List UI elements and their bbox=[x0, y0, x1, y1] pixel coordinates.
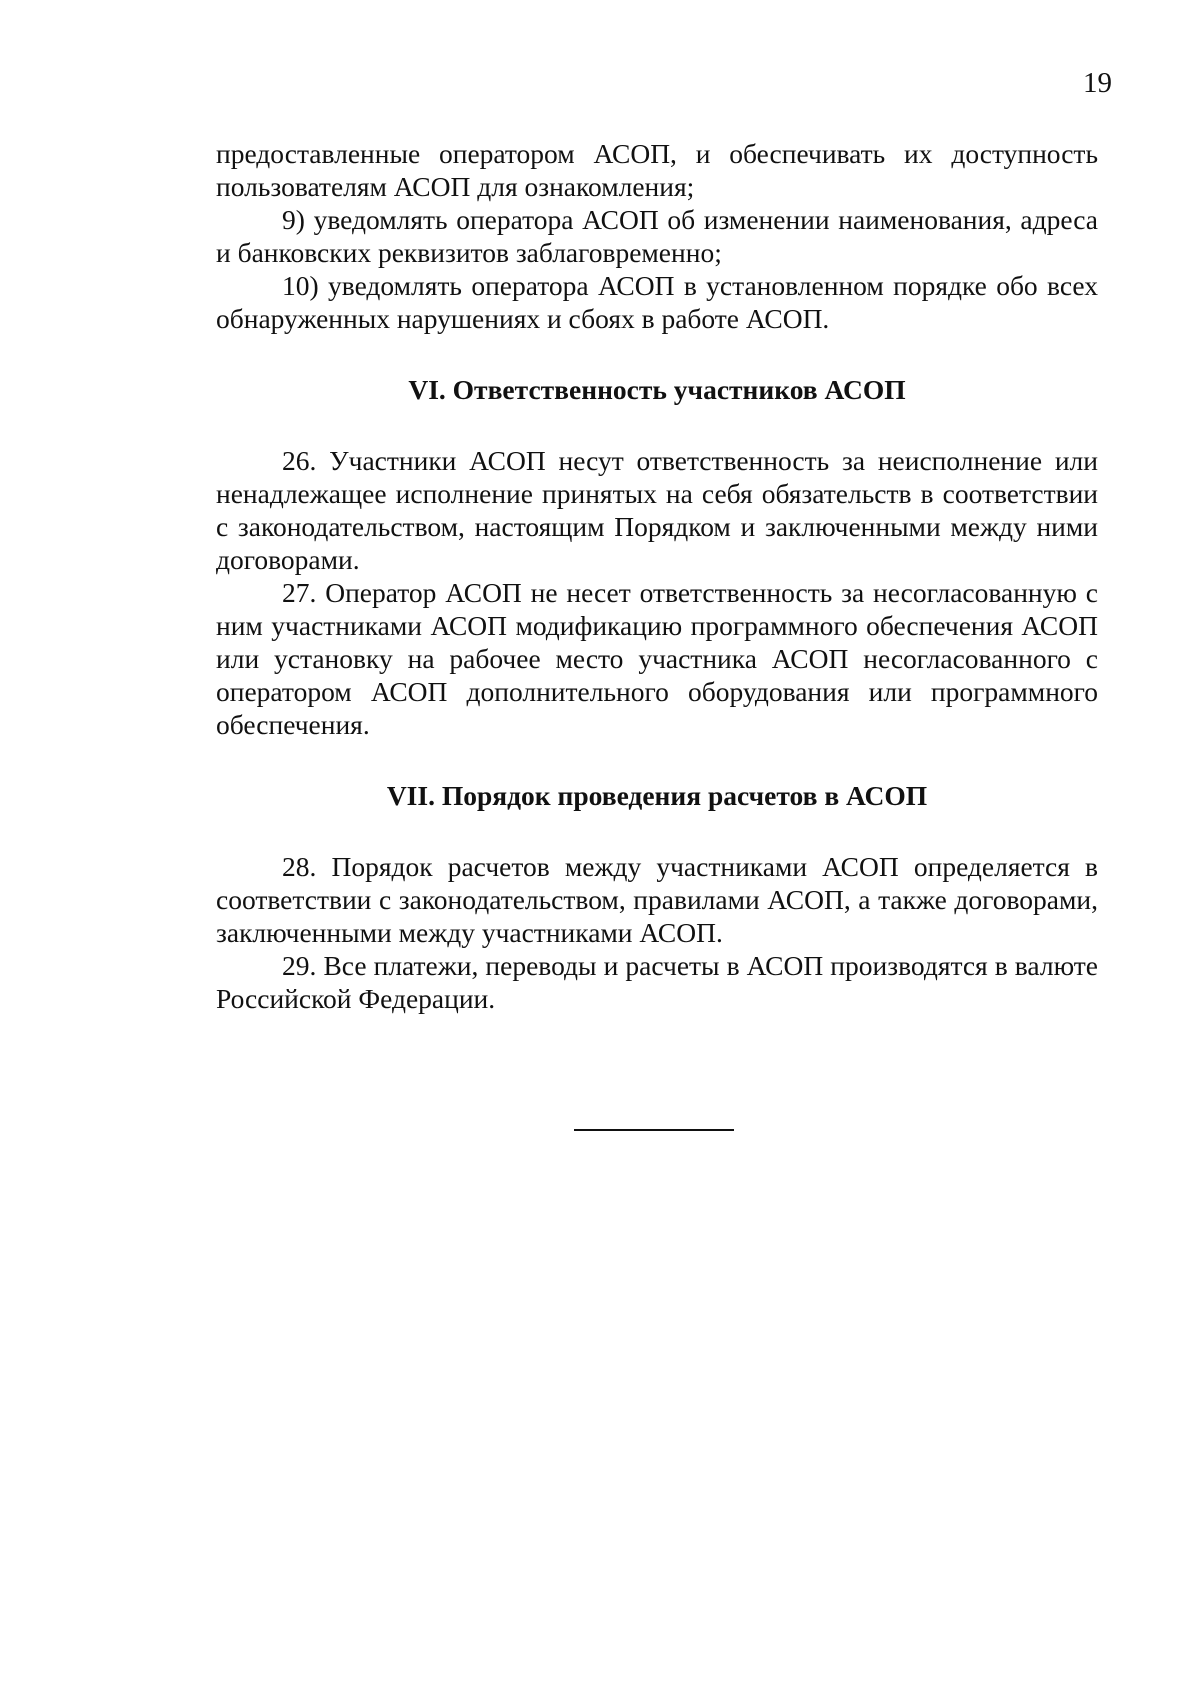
section-heading-7: VII. Порядок проведения расчетов в АСОП bbox=[386, 780, 928, 811]
spacer bbox=[216, 812, 1098, 850]
paragraph-27: 27. Оператор АСОП не несет ответственность за несогласованную с ним участниками АСОП модификацию программного обеспечения АСОП или установку на рабочее место участника АСОП несогласованного с оператором АСОП дополнительного оборудования или программного обеспечения. bbox=[216, 577, 1098, 740]
page-number: 19 bbox=[1083, 67, 1112, 99]
paragraph-intro-continuation: предоставленные оператором АСОП, и обеспечивать их доступность пользователям АСОП для ознакомления; bbox=[216, 138, 1098, 202]
end-of-document-rule bbox=[574, 1129, 734, 1131]
paragraph-28: 28. Порядок расчетов между участниками АСОП определяется в соответствии с законодательством, правилами АСОП, а также договорами, заключенными между участниками АСОП. bbox=[216, 851, 1098, 948]
spacer bbox=[216, 335, 1098, 373]
paragraph-26: 26. Участники АСОП несут ответственность за неисполнение или ненадлежащее исполнение принятых на себя обязательств в соответствии с законодательством, настоящим Порядком и заключенными между ними договорами. bbox=[216, 445, 1098, 575]
paragraph-29: 29. Все платежи, переводы и расчеты в АСОП производятся в валюте Российской Федерации. bbox=[216, 950, 1098, 1014]
document-body bbox=[216, 137, 1098, 1015]
spacer bbox=[216, 406, 1098, 444]
spacer bbox=[216, 741, 1098, 779]
section-heading-6: VI. Ответственность участников АСОП bbox=[408, 374, 906, 405]
list-item-9: 9) уведомлять оператора АСОП об изменении наименования, адреса и банковских реквизитов заблаговременно; bbox=[216, 204, 1098, 268]
list-item-10: 10) уведомлять оператора АСОП в установленном порядке обо всех обнаруженных нарушениях и сбоях в работе АСОП. bbox=[216, 270, 1098, 334]
